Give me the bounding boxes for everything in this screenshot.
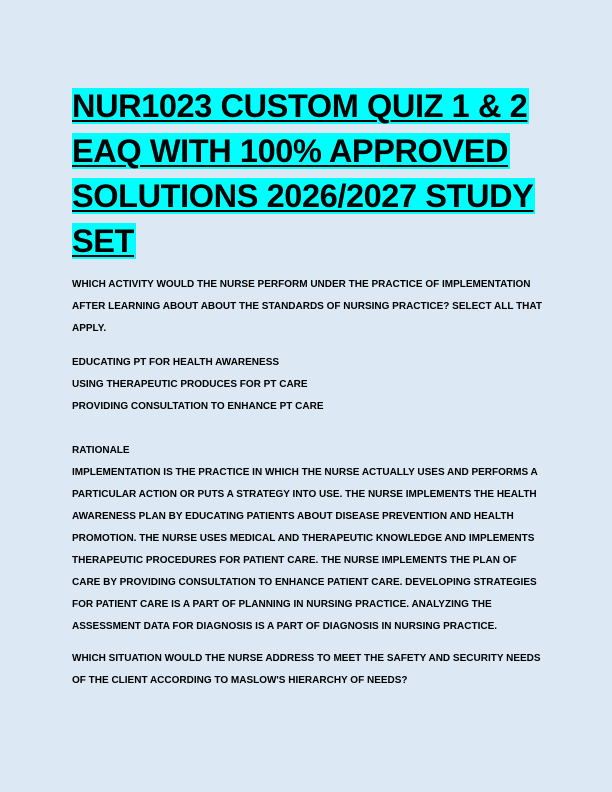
answer-item: PROVIDING CONSULTATION TO ENHANCE PT CARE — [72, 401, 324, 412]
answer-item: USING THERAPEUTIC PRODUCES FOR PT CARE — [72, 379, 308, 390]
document-title-text: NUR1023 CUSTOM QUIZ 1 & 2 EAQ WITH 100% APPROVED SOLUTIONS 2026/2027 STUDY SET — [72, 88, 534, 259]
question-2: WHICH SITUATION WOULD THE NURSE ADDRESS TO MEET THE SAFETY AND SECURITY NEEDS OF THE CLIENT ACCORDING TO MASLOW'S HIERARCHY OF NEEDS? — [72, 653, 541, 686]
question-1: WHICH ACTIVITY WOULD THE NURSE PERFORM UNDER THE PRACTICE OF IMPLEMENTATION AFTER LEARNING ABOUT ABOUT THE STANDARDS OF NURSING PRACTICE? SELECT ALL THAT APPLY. — [72, 279, 542, 334]
document-page — [72, 84, 542, 692]
answer-item: EDUCATING PT FOR HEALTH AWARENESS — [72, 357, 280, 368]
document-title — [72, 84, 542, 264]
rationale-section — [72, 440, 542, 638]
rationale-heading: RATIONALE — [72, 445, 130, 456]
answer-list — [72, 352, 542, 418]
rationale-text: IMPLEMENTATION IS THE PRACTICE IN WHICH THE NURSE ACTUALLY USES AND PERFORMS A PARTICULAR ACTION OR PUTS A STRATEGY INTO USE. THE NURSE IMPLEMENTS THE HEALTH AWARENESS PLAN BY EDUCATING PATIENTS ABOUT DISEASE PREVENTION AND HEALTH PROMOTION. THE NURSE USES MEDICAL AND THERAPEUTIC KNOWLEDGE AND IMPLEMENTS THERAPEUTIC PROCEDURES FOR PATIENT CARE. THE NURSE IMPLEMENTS THE PLAN OF CARE BY PROVIDING CONSULTATION TO ENHANCE PATIENT CARE. DEVELOPING STRATEGIES FOR PATIENT CARE IS A PART OF PLANNING IN NURSING PRACTICE. ANALYZING THE ASSESSMENT DATA FOR DIAGNOSIS IS A PART OF DIAGNOSIS IN NURSING PRACTICE. — [72, 467, 538, 632]
